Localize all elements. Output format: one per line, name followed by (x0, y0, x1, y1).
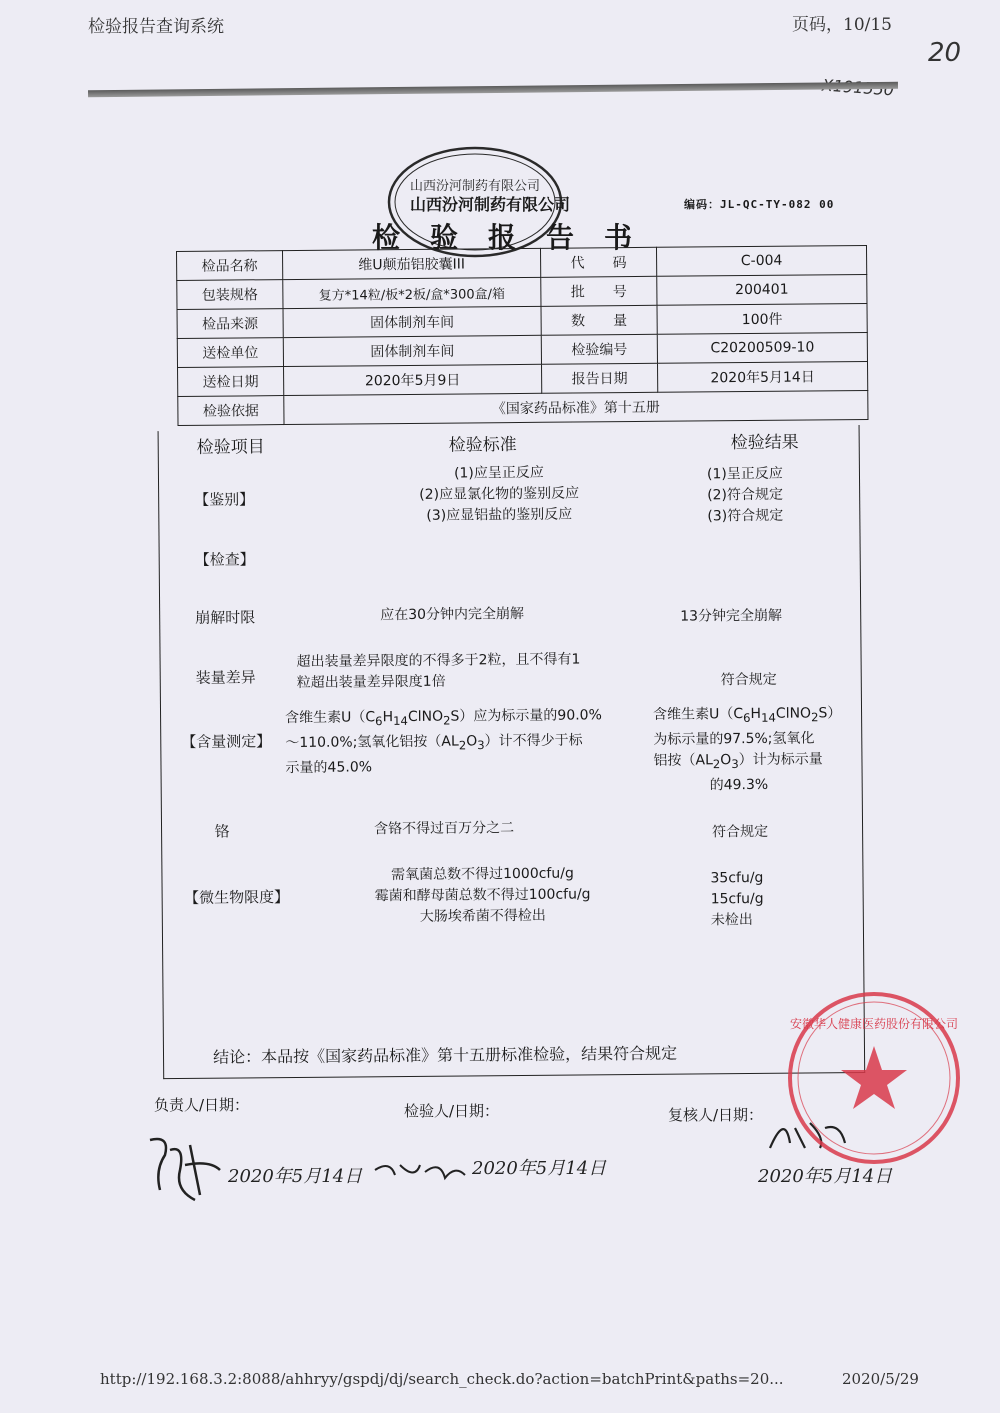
text-line: (3)符合规定 (707, 507, 784, 525)
cell-label: 代 码 (540, 247, 656, 277)
conclusion: 结论：本品按《国家药品标准》第十五册标准检验，结果符合规定 (212, 1043, 678, 1067)
text-line: 为标示量的97.5%;氢氧化 (653, 730, 815, 748)
scan-edge-bar (88, 82, 898, 97)
text-line: 的49.3% (709, 776, 769, 793)
row-label-identification: 【鉴别】 (194, 490, 255, 509)
text-line: (2)符合规定 (707, 486, 784, 504)
cell-value: 2020年5月14日 (657, 361, 867, 392)
inspection-report (176, 245, 873, 1081)
standard-fill-variation (297, 649, 581, 693)
column-header-result: 检验结果 (730, 432, 799, 454)
row-label-check: 【检查】 (194, 550, 255, 569)
results-frame (158, 425, 866, 1079)
cell-label: 检品名称 (177, 251, 283, 281)
cell-value: 复方*14粒/板*2板/盒*300盒/箱 (283, 277, 541, 308)
star-icon (841, 1046, 907, 1109)
seal-text: 安徽华人健康医药股份有限公司 (789, 1017, 959, 1031)
page-number: 页码，10/15 (792, 15, 892, 35)
footer-url: http://192.168.3.2:8088/ahhryy/gspdj/dj/search_check.do?action=batchPrint&paths=20... (100, 1370, 784, 1388)
cell-value: 200401 (657, 274, 867, 305)
cell-value: 100件 (657, 303, 867, 334)
row-label-disintegration: 崩解时限 (195, 608, 256, 627)
footer-date: 2020/5/29 (842, 1370, 919, 1388)
document-code: 编码：JL-QC-TY-082 00 (684, 198, 835, 211)
text-line: 35cfu/g (710, 869, 764, 887)
head-signature (140, 1130, 230, 1210)
cell-label: 检验依据 (178, 396, 284, 426)
cell-value: 维U颠茄铝胶囊III (283, 248, 541, 279)
inspector-signature-date: 2020年5月14日 (472, 1158, 607, 1179)
row-label-chromium: 铬 (214, 822, 230, 841)
text-line: 大肠埃希菌不得检出 (419, 907, 546, 925)
red-seal-stamp (784, 988, 964, 1168)
cell-label: 批 号 (541, 276, 657, 306)
text-line: 超出装量差异限度的不得多于2粒，且不得有1 (296, 651, 581, 670)
reviewer-signature-date: 2020年5月14日 (758, 1166, 893, 1187)
signature-label-inspector: 检验人/日期： (404, 1102, 500, 1120)
row-label-fill-variation: 装量差异 (195, 668, 256, 687)
text-line: ～110.0%;氢氧化铝按$(AL_2O_3)$计不得少于标 (285, 732, 583, 753)
cell-label: 检验编号 (541, 334, 657, 364)
column-header-standard: 检验标准 (448, 435, 517, 456)
inspector-signature (370, 1150, 470, 1190)
cell-label: 送检日期 (178, 367, 284, 397)
cell-value: 固体制剂车间 (283, 306, 541, 337)
seal-text: 山西汾河制药有限公司 (409, 179, 541, 194)
column-header-item: 检验项目 (196, 437, 265, 458)
cell-label: 数 量 (541, 305, 657, 335)
standard-identification (399, 462, 600, 527)
standard-microbial (342, 863, 623, 928)
text-line: 未检出 (710, 911, 753, 929)
text-line: 粒超出装量差异限度1倍 (296, 673, 446, 691)
cell-label: 检品来源 (177, 309, 283, 339)
result-assay (653, 703, 864, 796)
standard-chromium: 含铬不得过百万分之二 (373, 820, 515, 838)
text-line: (3)应显铝盐的鉴别反应 (426, 506, 573, 524)
result-disintegration: 13分钟完全崩解 (680, 607, 783, 625)
text-line: 示量的45.0% (285, 758, 373, 776)
text-line: (1)呈正反应 (706, 465, 783, 483)
company-name: 山西汾河制药有限公司 (410, 195, 571, 214)
text-line: (1)应呈正反应 (453, 464, 544, 482)
corner-handwritten-mark: 20 (928, 38, 962, 68)
cell-value: 固体制剂车间 (283, 335, 541, 366)
result-chromium: 符合规定 (712, 823, 769, 841)
signature-label-reviewer: 复核人/日期： (668, 1106, 764, 1124)
text-line: 霉菌和酵母菌总数不得过100cfu/g (374, 886, 591, 905)
report-title: 检验报告书 (372, 221, 663, 254)
cell-label: 包装规格 (177, 280, 283, 310)
text-line: 15cfu/g (710, 890, 764, 908)
cell-value: 2020年5月9日 (284, 364, 542, 395)
result-microbial (710, 868, 763, 931)
row-label-microbial: 【微生物限度】 (184, 888, 290, 907)
cell-value: C-004 (656, 245, 866, 276)
cell-value: 《国家药品标准》第十五册 (284, 390, 868, 424)
result-identification (707, 464, 783, 528)
head-signature-date: 2020年5月14日 (228, 1166, 363, 1187)
cell-label: 送检单位 (177, 338, 283, 368)
result-fill-variation: 符合规定 (720, 671, 777, 689)
table-row (178, 390, 868, 425)
row-label-assay: 【含量测定】 (181, 732, 272, 751)
text-line: 需氧菌总数不得过1000cfu/g (391, 865, 574, 884)
text-line: 含维生素$U(C_6H_{14}ClNO_2S)$应为标示量的90.0% (285, 707, 602, 729)
system-title: 检验报告查询系统 (88, 17, 224, 37)
text-line: (2)应显氯化物的鉴别反应 (419, 485, 580, 503)
text-line: 含维生素$U(C_6H_{14}ClNO_2S)$ (652, 705, 842, 725)
cell-value: C20200509-10 (657, 332, 867, 363)
text-line: 铝按$(AL_2O_3)$计为标示量 (653, 751, 823, 771)
signature-label-head: 负责人/日期： (154, 1096, 250, 1114)
standard-disintegration: 应在30分钟内完全崩解 (380, 605, 525, 624)
standard-assay (285, 705, 636, 779)
cell-label: 报告日期 (542, 363, 658, 393)
info-table (176, 245, 869, 426)
